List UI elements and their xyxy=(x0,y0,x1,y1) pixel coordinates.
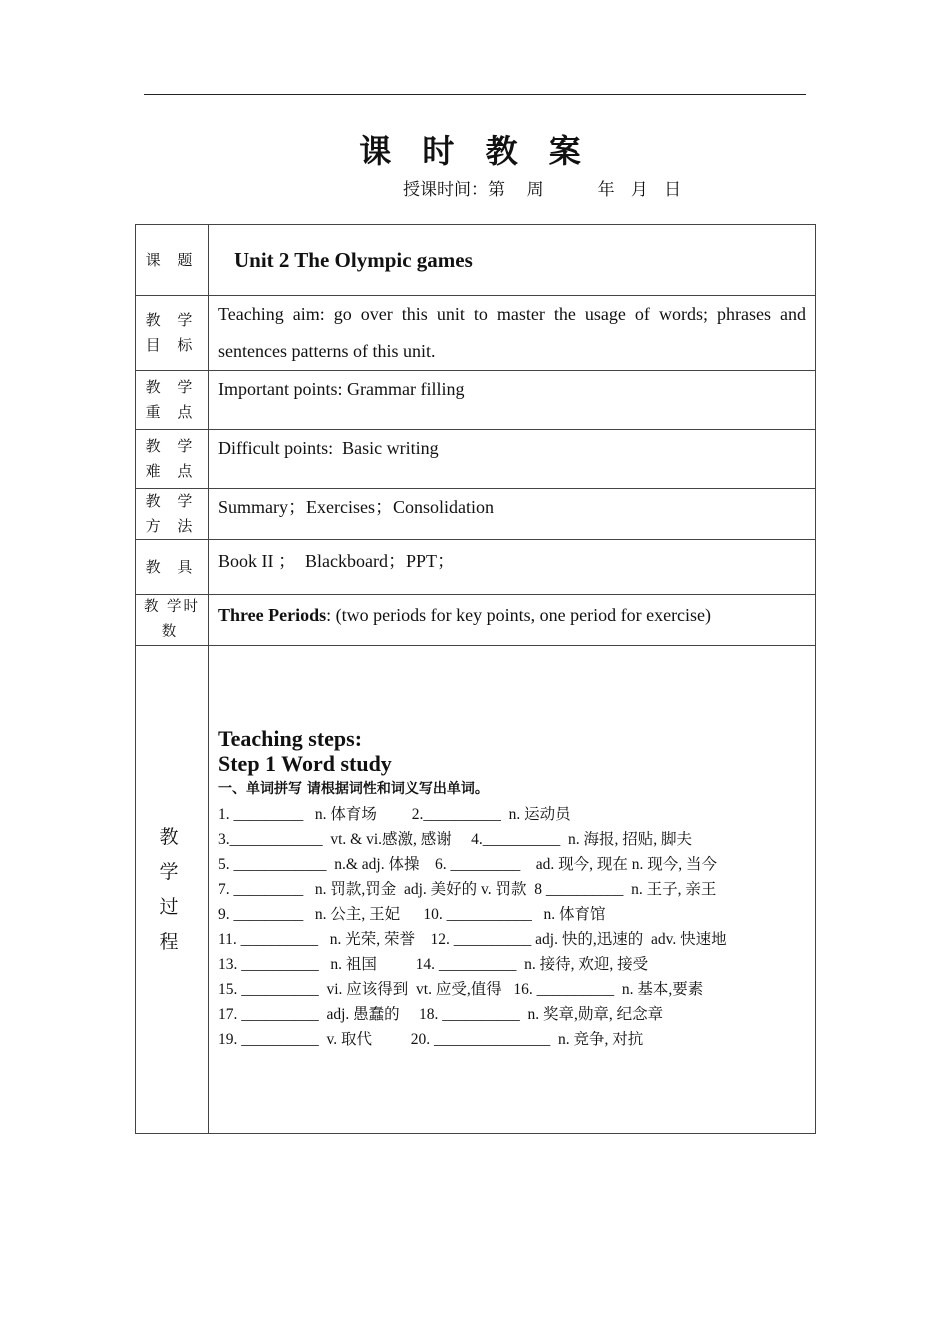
row-tools xyxy=(136,540,816,595)
label-key-points: 教 学 重 点 xyxy=(136,371,209,430)
list-item: 17. __________ adj. 愚蠢的 18. __________ n. 奖章,勋章, 纪念章 xyxy=(218,1006,664,1023)
list-item: 13. __________ n. 祖国 14. __________ n. 接待, 欢迎, 接受 xyxy=(218,956,649,973)
label-difficult-points: 教 学 难 点 xyxy=(136,430,209,489)
row-process xyxy=(136,646,816,1134)
difficult-points-text: Difficult points: Basic writing xyxy=(218,438,439,458)
list-item: 5. ____________ n.& adj. 体操 6. _________ ad. 现今, 现在 n. 现今, 当今 xyxy=(218,856,717,873)
steps-heading: Teaching steps: xyxy=(218,726,363,751)
list-item: 11. __________ n. 光荣, 荣誉 12. __________ adj. 快的,迅速的 adv. 快速地 xyxy=(218,931,727,948)
value-tools xyxy=(209,540,816,595)
label-tools: 教 具 xyxy=(136,540,209,595)
tools-text: Book II ； Blackboard；PPT； xyxy=(218,551,455,571)
method-text: Summary；Exercises；Consolidation xyxy=(218,497,494,517)
top-rule xyxy=(144,94,806,95)
teaching-steps xyxy=(218,646,806,1052)
label-aim: 教 学 目 标 xyxy=(136,296,209,371)
row-key-points xyxy=(136,371,816,430)
list-item: 15. __________ vi. 应该得到 vt. 应受,值得 16. __________ n. 基本,要素 xyxy=(218,981,704,998)
label-topic: 课 题 xyxy=(136,225,209,296)
step1-heading: Step 1 Word study xyxy=(218,751,392,776)
row-difficult-points xyxy=(136,430,816,489)
list-item: 3.____________ vt. & vi.感激, 感谢 4.__________ n. 海报, 招贴, 脚夫 xyxy=(218,831,693,848)
process-label: 教 学 过 程 xyxy=(159,825,185,953)
topic-text: Unit 2 The Olympic games xyxy=(234,247,473,272)
list-item: 19. __________ v. 取代 20. _______________ n. 竞争, 对抗 xyxy=(218,1031,644,1048)
value-aim xyxy=(209,296,816,371)
label-method: 教 学 方 法 xyxy=(136,489,209,540)
value-periods xyxy=(209,595,816,646)
list-item: 7. _________ n. 罚款,罚金 adj. 美好的 v. 罚款 8 __________ n. 王子, 亲王 xyxy=(218,881,717,898)
lesson-time: 授课时间：第 周 年 月 日 xyxy=(403,180,682,200)
word-spelling-task: 一、单词拼写 请根据词性和词义写出单词。 xyxy=(218,781,489,797)
value-method xyxy=(209,489,816,540)
value-key-points xyxy=(209,371,816,430)
value-process xyxy=(209,646,816,1134)
periods-text: Three Periods: (two periods for key points, one period for exercise) xyxy=(218,605,712,625)
key-points-text: Important points: Grammar filling xyxy=(218,379,465,399)
row-periods xyxy=(136,595,816,646)
page-title: 课 时 教 案 xyxy=(359,132,591,170)
aim-text: Teaching aim: go over this unit to master the usage of words; phrases and sentences patterns of this unit. xyxy=(218,304,806,361)
row-method xyxy=(136,489,816,540)
lesson-plan-table xyxy=(135,224,816,1134)
row-topic xyxy=(136,225,816,296)
label-process xyxy=(136,646,209,1134)
value-difficult-points xyxy=(209,430,816,489)
word-list xyxy=(218,802,806,1052)
value-topic xyxy=(209,225,816,296)
row-aim xyxy=(136,296,816,371)
label-periods: 教 学时 数 xyxy=(136,595,209,646)
list-item: 9. _________ n. 公主, 王妃 10. ___________ n. 体育馆 xyxy=(218,906,606,923)
list-item: 1. _________ n. 体育场 2.__________ n. 运动员 xyxy=(218,806,571,823)
